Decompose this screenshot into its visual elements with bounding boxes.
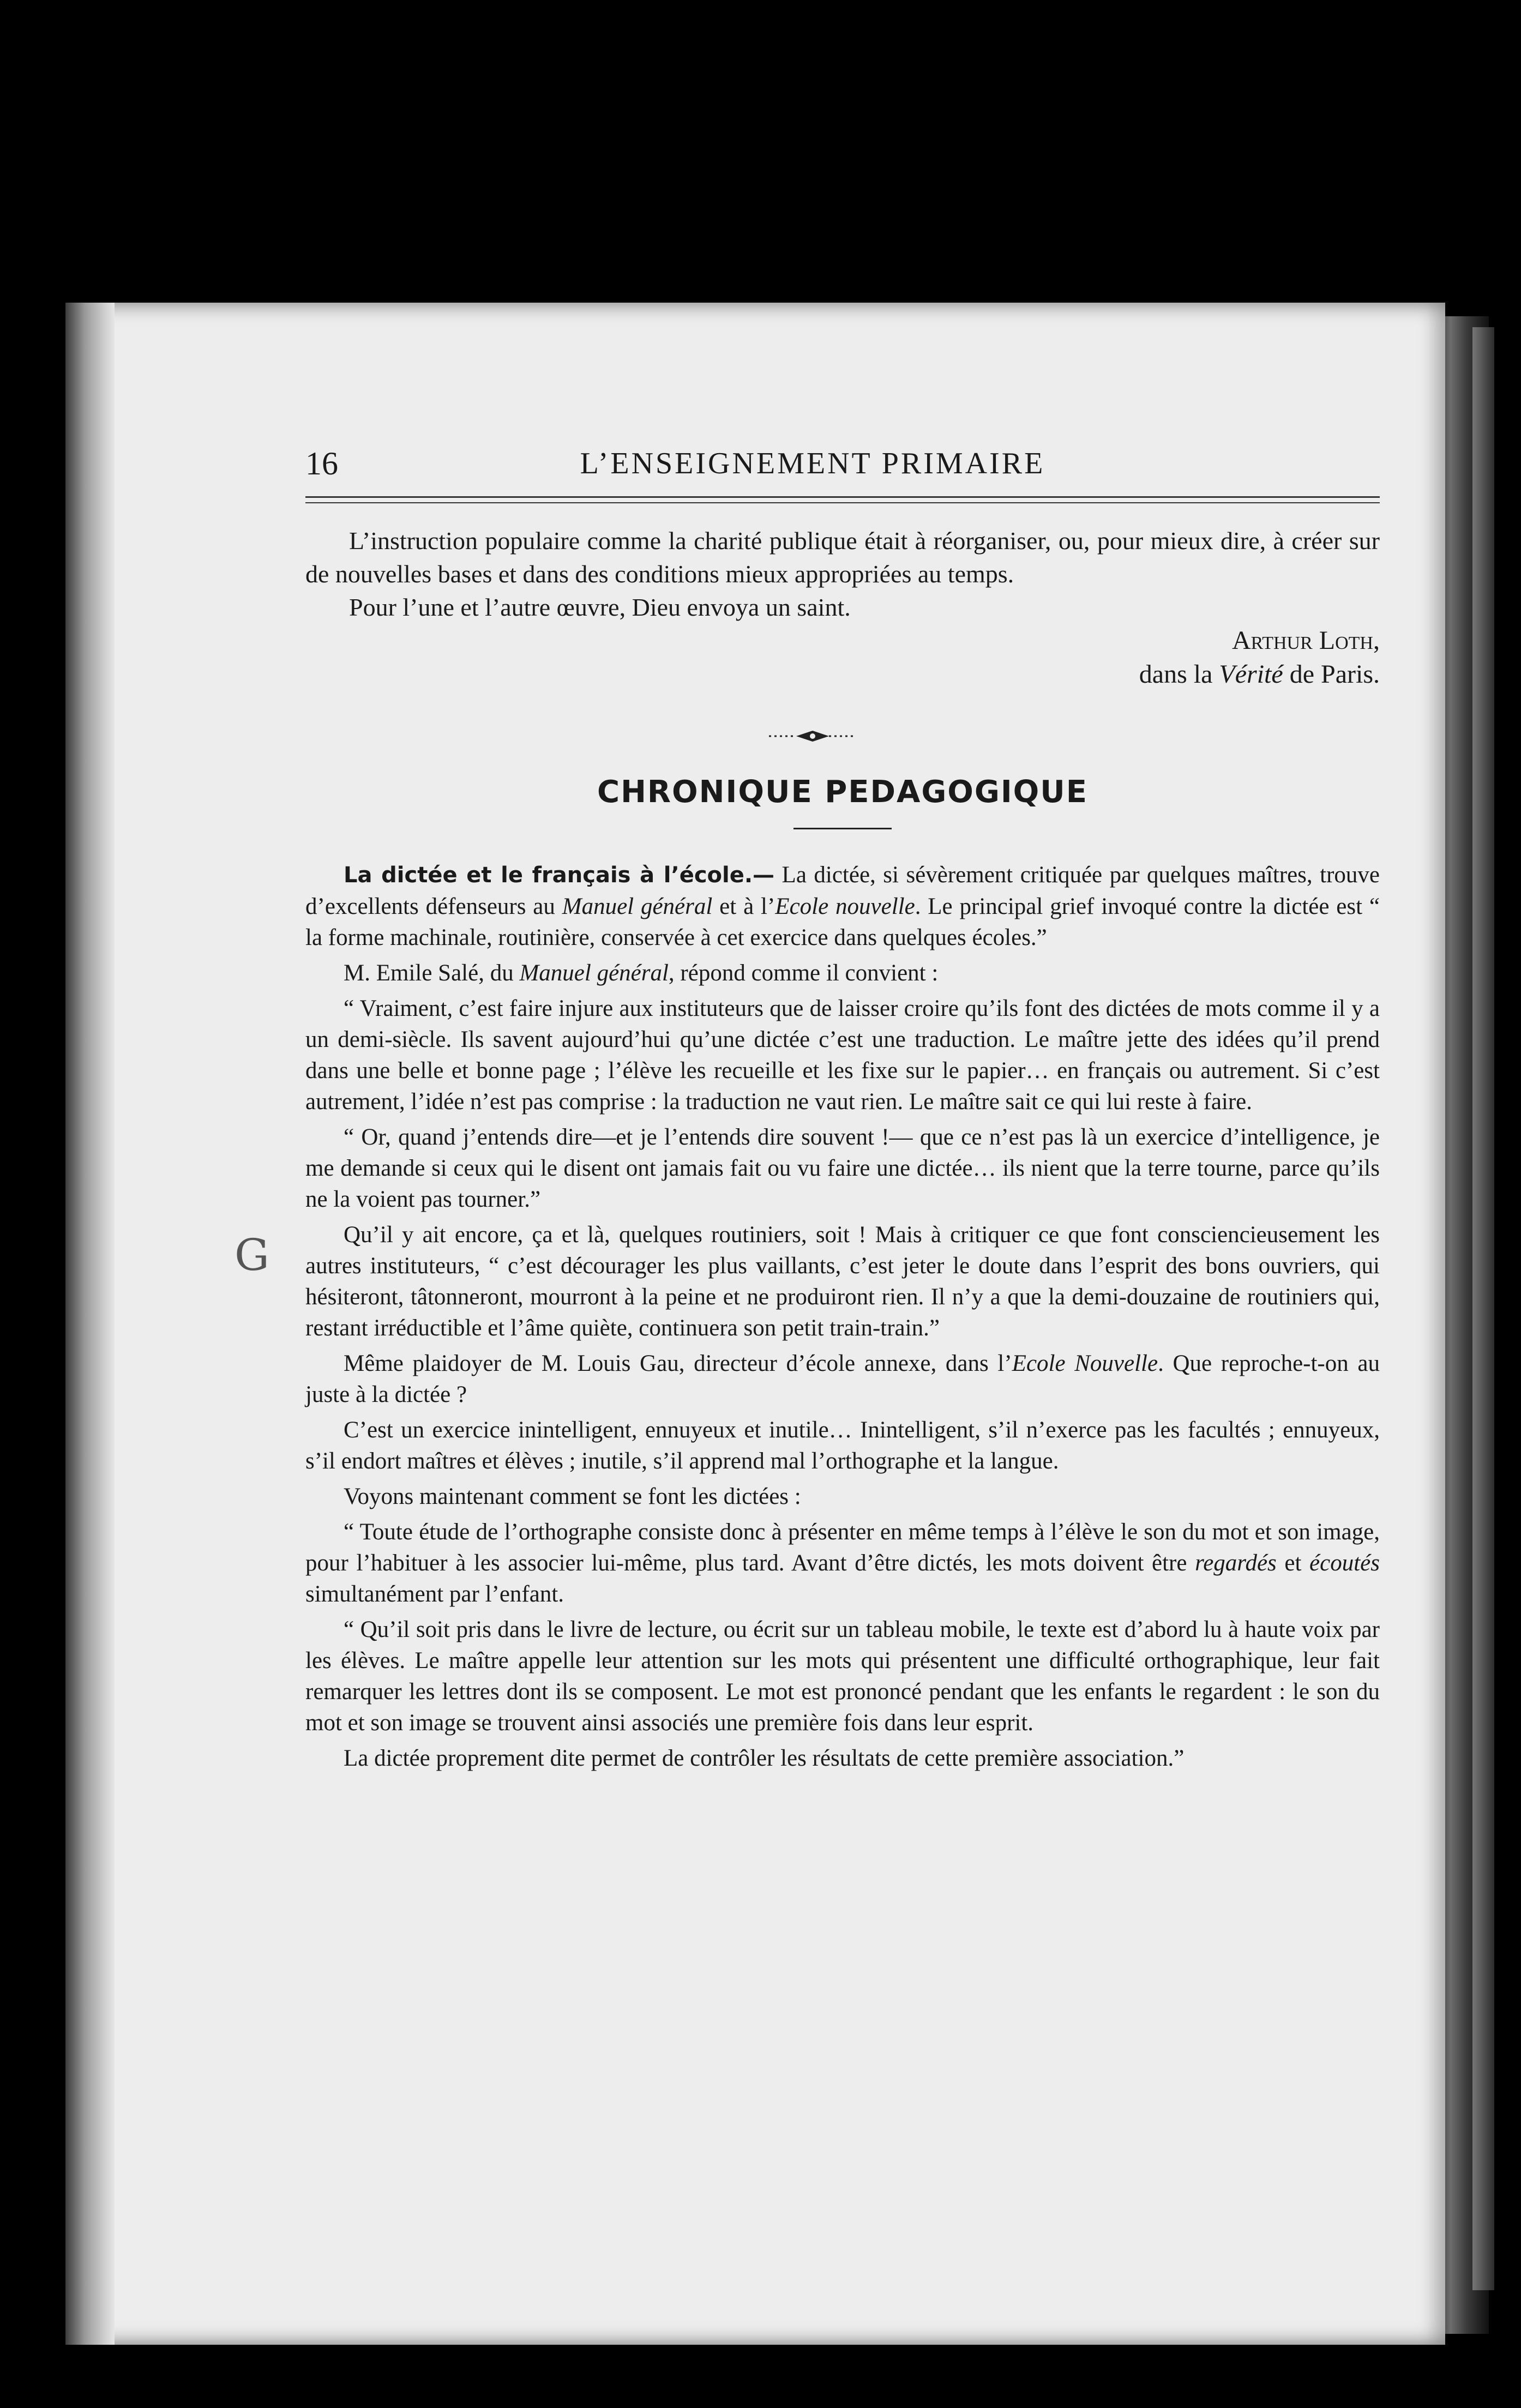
- running-header: [245, 439, 1380, 483]
- margin-pencil-mark: G: [235, 1230, 269, 1280]
- text-run: et à l’: [712, 894, 775, 919]
- text-run: La dictée, si sévèrement critiquée par quelques maîtres, trouve d’excellents défenseurs au: [305, 862, 1380, 919]
- paragraph: C’est un exercice inintelligent, ennuyeux et inutile… Inintelligent, s’il n’exerce pas les facultés ; ennuyeux, s’il endort maîtres et élèves ; inutile, s’il apprend mal l’orthographe et la langue.: [305, 1417, 1380, 1474]
- text-run: “ Toute étude de l’orthographe consiste donc à présenter en même temps à l’élève le son du mot et son image, pour l’habituer à les associer lui-même, plus tard. Avant d’être dictés, les mots doivent être: [305, 1519, 1380, 1576]
- text-run: . Que reproche-t-on au juste à la dictée ?: [305, 1351, 1380, 1407]
- adjacent-page-sliver: [1472, 327, 1494, 2290]
- paragraph: Pour l’une et l’autre œuvre, Dieu envoya un saint.: [349, 593, 851, 621]
- paragraph: [305, 958, 1380, 989]
- text-run: . Le principal grief invoqué contre la dictée est “ la forme machinale, routinière, conservée à cet exercice dans quelques écoles.”: [305, 894, 1380, 950]
- paragraph: La dictée proprement dite permet de contrôler les résultats de cette première association.”: [344, 1745, 1185, 1771]
- source-title: Vérité: [1219, 660, 1283, 689]
- text-run: , répond comme il convient :: [668, 960, 939, 986]
- paragraph: “ Qu’il soit pris dans le livre de lecture, ou écrit sur un tableau mobile, le texte est d’abord lu à haute voix par les élèves. Le maître appelle leur attention sur les mots qui présentent une difficulté orthographique, leur fait remarquer les lettres dont ils se composent. Le mot est prononcé pendant que les enfants le regardent : le son du mot et son image se trouvent ainsi associés une première fois dans leur esprit.: [305, 1617, 1380, 1736]
- page-content: [245, 439, 1380, 1778]
- paragraph: [305, 859, 1380, 953]
- paragraph: [305, 1348, 1380, 1410]
- paragraph: Qu’il y ait encore, ça et là, quelques routiniers, soit ! Mais à critiquer ce que font consciencieusement les autres instituteurs, “ c’est décourager les plus vaillants, c’est jeter le doute dans l’esprit des bons ouvriers, qui hésiteront, tâtonneront, mourront à la peine et ne produiront rien. Il n’y a que la demi-douzaine de routiniers qui, restant irréductible et l’âme quiète, continuera son petit train-train.”: [305, 1222, 1380, 1341]
- article-body: [245, 859, 1380, 1774]
- text-run: et: [1276, 1550, 1310, 1576]
- paragraph: [305, 1516, 1380, 1610]
- section-title: CHRONIQUE PEDAGOGIQUE: [597, 774, 1089, 810]
- previous-article-end: [245, 524, 1380, 691]
- text-run: M. Emile Salé, du: [344, 960, 520, 986]
- text-run: Même plaidoyer de M. Louis Gau, directeur d’école annexe, dans l’: [344, 1351, 1012, 1376]
- paragraph: “ Vraiment, c’est faire injure aux instituteurs que de laisser croire qu’ils font des dictées de mots comme il y a un demi-siècle. Ils savent aujourd’hui qu’une dictée c’est une traduction. Le maître jette des idées qu’il prend dans une belle et bonne page ; l’élève les recueille et les fixe sur le papier… en français ou autrement. Si c’est autrement, l’idée n’est pas comprise : la traduction ne vaut rien. Le maître sait ce qui lui reste à faire.: [305, 996, 1380, 1115]
- paragraph: “ Or, quand j’entends dire—et je l’entends dire souvent !— que ce n’est pas là un exercice d’intelligence, je me demande si ceux qui le disent ont jamais fait ou vu faire une dictée… ils nient que la terre tourne, parce qu’ils ne la voient pas tourner.”: [305, 1124, 1380, 1212]
- source-prefix: dans la: [1139, 660, 1219, 689]
- emphasis: regardés: [1195, 1550, 1277, 1576]
- source-attribution: [305, 658, 1380, 691]
- publication-title: Ecole nouvelle: [775, 894, 915, 919]
- page-number: 16: [305, 446, 338, 481]
- running-title: L’ENSEIGNEMENT PRIMAIRE: [580, 447, 1045, 480]
- publication-title: Manuel général: [519, 960, 669, 986]
- publication-title: Ecole Nouvelle: [1012, 1351, 1158, 1376]
- ornament-divider-icon: [758, 730, 867, 743]
- emphasis: écoutés: [1309, 1550, 1380, 1576]
- text-run: simultanément par l’enfant.: [305, 1581, 564, 1607]
- header-double-rule: [305, 496, 1380, 503]
- author-signature: [305, 624, 1380, 658]
- paragraph: Voyons maintenant comment se font les dictées :: [344, 1484, 801, 1509]
- book-page: [65, 303, 1445, 2345]
- page-binding-shadow: [65, 303, 115, 2345]
- title-underline: [793, 828, 892, 829]
- author-name: Arthur Loth,: [1231, 626, 1380, 655]
- source-suffix: de Paris.: [1283, 660, 1380, 689]
- paragraph: L’instruction populaire comme la charité publique était à réorganiser, ou, pour mieux dire, à créer sur de nouvelles bases et dans des conditions mieux appropriées au temps.: [305, 527, 1380, 588]
- publication-title: Manuel général: [562, 894, 713, 919]
- run-in-heading: La dictée et le français à l’école.—: [344, 863, 775, 888]
